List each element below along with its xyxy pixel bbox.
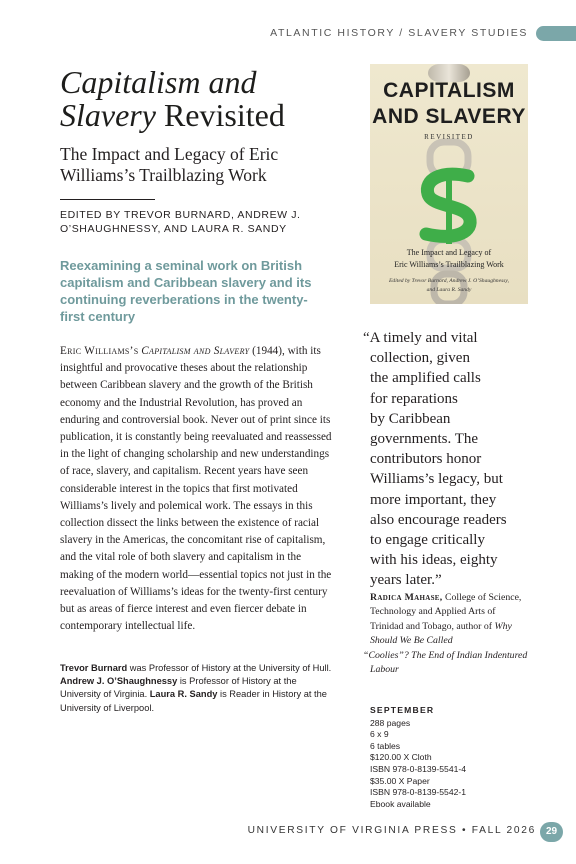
quote-line: also encourage readers xyxy=(370,511,507,528)
description-lead-name: Eric Williams’s xyxy=(60,345,139,357)
quote-line: “A timely and vital xyxy=(363,330,478,346)
spec-tables: 6 tables xyxy=(370,740,401,751)
quote-line: with his ideas, eighty xyxy=(370,552,498,569)
spec-cloth-price: $120.00 X Cloth xyxy=(370,752,432,763)
quote-attribution xyxy=(363,591,528,677)
footer-publisher: UNIVERSITY OF VIRGINIA PRESS • FALL 2026 xyxy=(247,825,536,836)
release-month: SEPTEMBER xyxy=(370,705,435,715)
quote-book-line1: Why Should We Be Called xyxy=(370,620,512,647)
cover-editors xyxy=(370,277,528,295)
category-tab-accent xyxy=(536,26,576,41)
book-title xyxy=(60,66,360,132)
bio-name-sandy: Laura R. Sandy xyxy=(149,689,218,700)
quote-book-line2: “Coolies”? The End of Indian Indentured xyxy=(363,649,528,661)
description-lead-title: Capitalism and Slavery xyxy=(141,345,250,357)
quote-line: to engage critically xyxy=(370,532,485,549)
cover-title-line1: CAPITALISM xyxy=(383,79,515,102)
cover-subtitle-line2: Eric Williams’s Trailblazing Work xyxy=(394,260,504,269)
title-roman: Revisited xyxy=(163,97,285,133)
spec-trim-size: 6 x 9 xyxy=(370,729,389,740)
book-description xyxy=(60,343,336,635)
bio-text-burnard: was Professor of History at the University of Hull. xyxy=(127,663,332,673)
book-cover xyxy=(370,64,528,304)
cover-subtitle-line1: The Impact and Legacy of xyxy=(406,248,492,257)
title-italic-line2: Slavery xyxy=(60,97,156,133)
page-number-badge: 29 xyxy=(540,822,563,842)
page-footer xyxy=(0,822,576,842)
spec-paper-price: $35.00 X Paper xyxy=(370,775,430,786)
spec-ebook: Ebook available xyxy=(370,798,431,809)
quote-line: by Caribbean xyxy=(370,410,451,427)
cover-editors-line2: and Laura R. Sandy xyxy=(426,287,472,293)
pull-quote xyxy=(363,328,533,591)
spec-paper-isbn: ISBN 978-0-8139-5542-1 xyxy=(370,787,467,798)
cover-title xyxy=(370,78,528,130)
bio-text-sandy: is Reader in History at the University of Liverpool. xyxy=(60,689,327,713)
book-subtitle: The Impact and Legacy of Eric Williams’s Trailblazing Work xyxy=(60,144,279,185)
book-specs xyxy=(370,705,530,810)
editors-bio xyxy=(60,662,340,715)
quote-line: collection, given xyxy=(370,350,470,367)
quote-book-line3: Labour xyxy=(370,664,399,676)
quote-line: Williams’s legacy, but xyxy=(370,471,503,488)
editors-line2: O’SHAUGHNESSY, AND LAURA R. SANDY xyxy=(60,222,287,235)
quote-line: the amplified calls xyxy=(370,370,481,387)
quote-line: more important, they xyxy=(370,491,497,508)
quote-line: years later.” xyxy=(370,572,442,589)
cover-title-line2: AND SLAVERY xyxy=(372,105,526,128)
quote-author-of: author of xyxy=(456,620,493,632)
category-header xyxy=(270,24,576,42)
bio-name-burnard: Trevor Burnard xyxy=(60,663,128,673)
cover-subtitle xyxy=(370,247,528,271)
bio-name-oshaughnessy: Andrew J. O’Shaughnessy xyxy=(60,676,178,687)
category-label: ATLANTIC HISTORY / SLAVERY STUDIES xyxy=(270,27,528,39)
book-tagline: Reexamining a seminal work on British capitalism and Caribbean slavery and its continuing reverberations in the twenty-first century xyxy=(60,258,312,324)
quote-line: for reparations xyxy=(370,390,458,407)
editors-credit xyxy=(60,209,330,236)
description-body: (1944), with its insightful and provocative theses about the relationship between Caribbean slavery and the growth of the British economy and the Industrial Revolution, has proved an enduring and controversial book. Never out of print since its publication, it is constantly being reevaluated and reassessed in the light of changing scholarship and new understandings of race, slavery, and capitalism. Recent years have seen considerable interest in the topics that first motivated Williams’s lively and polemical work. The essays in this collection dissect the links between the existence of racial slavery in the Americas, the concomitant rise of capitalism, and the vital role of both slavery and capitalism in the making of the modern world—essential topics not just in the reevaluation of Williams’s ideas for the twenty-first century but as areas of fierce interest and even fiercer debate in contemporary intellectual life. xyxy=(60,345,332,633)
quote-line: governments. The xyxy=(370,431,479,448)
quote-author: Radica Mahase, xyxy=(370,592,443,603)
cover-editors-line1: Edited by Trevor Burnard, Andrew J. O’Shaughnessy, xyxy=(389,278,509,284)
divider-rule xyxy=(60,199,155,200)
editors-line1: EDITED BY TREVOR BURNARD, ANDREW J. xyxy=(60,209,301,221)
cover-revisited: REVISITED xyxy=(424,133,474,141)
spec-cloth-isbn: ISBN 978-0-8139-5541-4 xyxy=(370,763,467,774)
bio-text-oshaughnessy: is Professor of History at the University of Virginia. xyxy=(60,676,297,700)
quote-affiliation: College of Science, Technology and Applied Arts of Trinidad and Tobago, xyxy=(370,592,522,632)
title-italic-line1: Capitalism and xyxy=(60,64,257,100)
quote-line: contributors honor xyxy=(370,451,482,468)
spec-pages: 288 pages xyxy=(370,717,411,728)
